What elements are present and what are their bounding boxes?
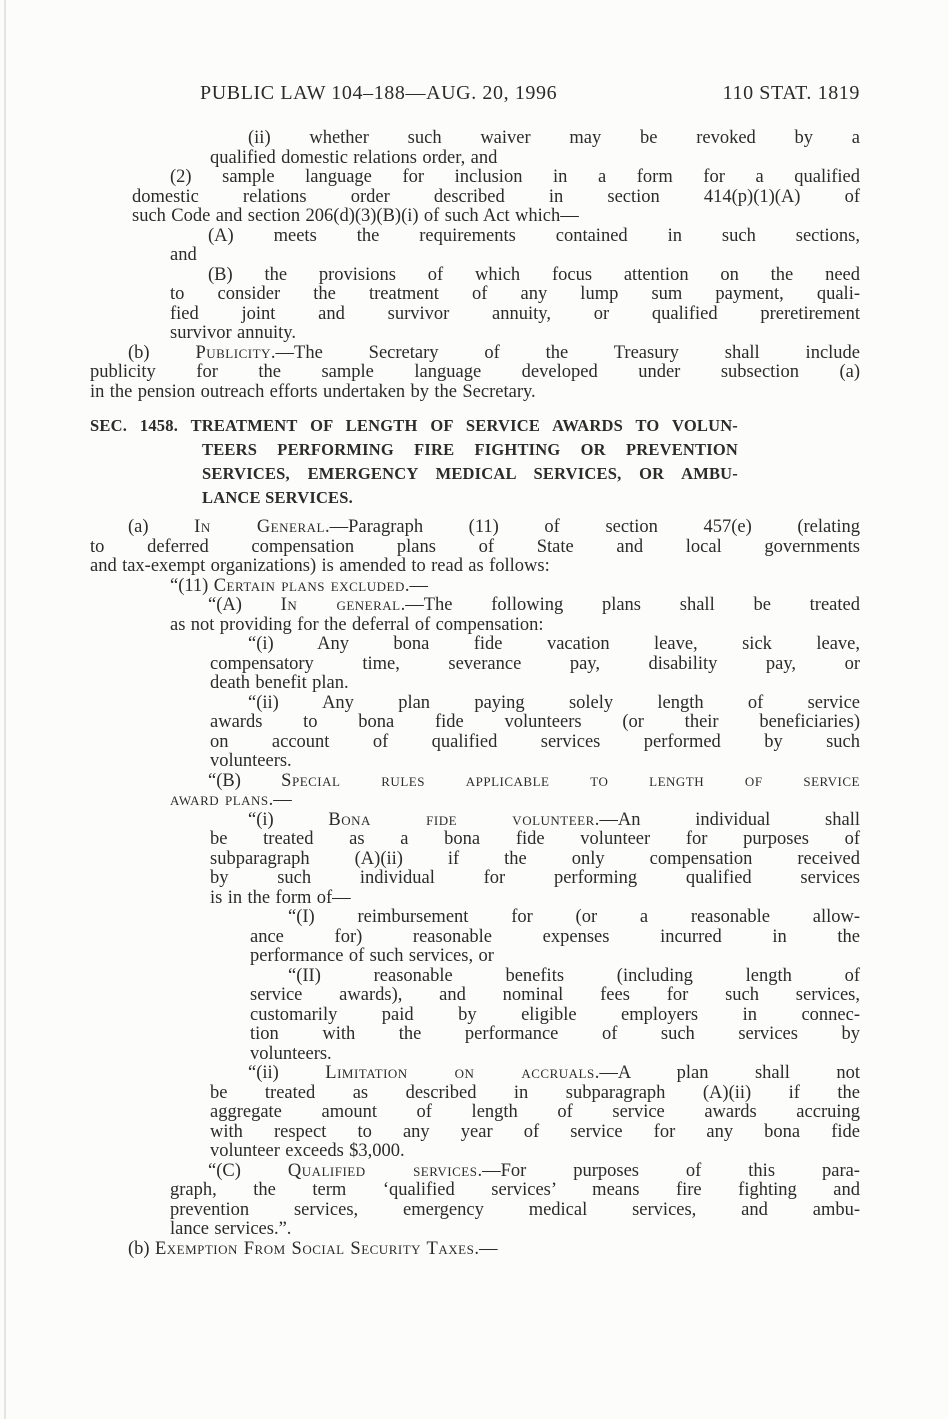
text-run: .—Paragraph (11) of section 457(e) (relating [324,517,861,537]
paragraph [90,518,860,577]
text-run: volunteers. [210,751,292,771]
paragraph [210,694,860,772]
text-run: “(i) Any bona fide vacation leave, sick leave, [248,634,860,654]
text-run: to consider the treatment of any lump sum payment, quali- [170,284,860,304]
small-caps-text: Bona fide volunteer [328,809,595,830]
text-line [250,928,860,948]
paragraph [170,772,860,811]
paragraph [132,577,860,597]
text-line [210,655,860,675]
text-run: “(C) [208,1160,288,1181]
small-caps-text: In general [280,595,401,615]
text-run: publicity for the sample language developed under subsection (a) [90,362,860,382]
paragraph [210,129,860,168]
text-line [170,305,860,325]
section-heading-line: TEERS PERFORMING FIRE FIGHTING OR PREVENTION [202,440,738,459]
text-line [250,967,860,987]
text-line [170,285,860,305]
text-run: fied joint and survivor annuity, or qualified preretirement [170,303,860,324]
text-run: and tax-exempt organizations) is amended to read as follows: [90,556,550,576]
small-caps-text: Qualified services [287,1160,478,1181]
text-line [90,557,860,577]
text-line [210,149,860,169]
paragraph [170,266,860,344]
text-line [210,1142,860,1162]
text-run: “(II) reasonable benefits (including length of [288,965,860,986]
text-run: (b) [128,342,196,363]
text-line [170,791,860,811]
text-run: “(I) reimbursement for (or a reasonable allow- [288,907,860,927]
text-line [210,830,860,850]
text-line [250,1025,860,1045]
text-run: .— [474,1238,498,1259]
paragraph [250,908,860,967]
small-caps-text: In General [194,517,325,537]
text-run: qualified domestic relations order, and [210,147,498,168]
paragraph [170,1162,860,1240]
text-line [210,1123,860,1143]
text-run: with respect to any year of service for any bona fide [210,1121,860,1142]
section-heading-line: SEC. 1458. TREATMENT OF LENGTH OF SERVICE AWARDS TO VOLUN- [90,416,738,435]
text-run: “(B) [208,770,282,791]
text-line [210,850,860,870]
text-line [250,1045,860,1065]
text-line [90,363,860,383]
text-run: on account of qualified services performed by such [210,731,860,752]
text-line [210,1064,860,1084]
paragraph [210,1064,860,1162]
paragraph [132,168,860,227]
text-run: domestic relations order described in section 414(p)(1)(A) of [132,186,860,207]
text-line [250,947,860,967]
text-run: .— [268,790,292,810]
text-line [210,752,860,772]
paragraph [90,1240,860,1260]
intro-paragraphs [90,129,860,402]
text-line [210,889,860,909]
text-run: in the pension outreach efforts undertaken by the Secretary. [90,381,536,402]
small-caps-text: Publicity [195,342,271,363]
small-caps-text: award plans [170,790,269,810]
text-run: volunteer exceeds $3,000. [210,1141,405,1161]
section-heading-line: LANCE SERVICES. [202,488,353,507]
text-line [170,246,860,266]
text-line [210,129,860,149]
text-line [90,383,860,403]
text-line [250,1006,860,1026]
text-run: .—The Secretary of the Treasury shall include [270,342,861,363]
text-run: death benefit plan. [210,673,349,693]
text-line [210,635,860,655]
text-line [250,986,860,1006]
text-run: (a) [128,517,195,537]
text-run: “(ii) [248,1063,326,1083]
text-line [250,908,860,928]
paragraph [210,635,860,694]
small-caps-text: Exemption From Social Security Taxes [154,1238,475,1259]
text-run: customarily paid by eligible employers in connec- [250,1004,860,1025]
text-line [170,1201,860,1221]
text-line [132,188,860,208]
text-line [170,1181,860,1201]
scan-edge-artifact [4,0,6,1419]
text-run: compensatory time, severance pay, disability pay, or [210,653,860,674]
text-line [170,227,860,247]
amendment-paragraphs [90,518,860,1259]
text-line [210,694,860,714]
text-run: volunteers. [250,1043,332,1064]
section-heading [90,414,860,510]
text-run: survivor annuity. [170,323,296,343]
text-run: prevention services, emergency medical services, and ambu- [170,1199,860,1220]
text-run: as not providing for the deferral of compensation: [170,614,544,635]
text-run: service awards), and nominal fees for such services, [250,985,860,1005]
text-run: be treated as described in subparagraph (A)(ii) if the [210,1082,860,1103]
text-run: “(i) [248,809,329,830]
text-run: such Code and section 206(d)(3)(B)(i) of such Act which— [132,206,579,226]
text-run: (B) the provisions of which focus attention on the need [208,264,860,285]
text-line [210,713,860,733]
text-run: (A) meets the requirements contained in such sections, [208,225,860,246]
stat-page-number: 110 STAT. 1819 [722,82,860,104]
text-run: ance for) reasonable expenses incurred in the [250,926,860,947]
text-line [90,344,860,364]
text-run: and [170,245,197,265]
text-run: graph, the term ‘qualified services’ means fire fighting and [170,1180,860,1200]
text-line [132,207,860,227]
text-line [210,811,860,831]
text-run: tion with the performance of such services by [250,1024,860,1044]
page-content [90,0,860,1259]
text-run: .—An individual shall [594,809,860,830]
text-line [132,577,860,597]
text-run: .—A plan shall not [594,1063,860,1083]
text-run: .—The following plans shall be treated [400,595,860,615]
paragraph [170,227,860,266]
text-run: subparagraph (A)(ii) if the only compensation received [210,848,860,869]
small-caps-text: Special rules applicable to length of service [281,770,860,791]
text-run: aggregate amount of length of service awards accruing [210,1102,860,1122]
text-line [90,518,860,538]
text-line [170,616,860,636]
text-run: “(A) [208,595,281,615]
text-run: (b) [128,1238,155,1259]
paragraph [90,344,860,403]
section-heading-line: SERVICES, EMERGENCY MEDICAL SERVICES, OR AMBU- [202,464,738,483]
text-line [210,1103,860,1123]
text-run: “(11) [170,575,214,596]
text-line [210,869,860,889]
text-line [132,168,860,188]
paragraph [210,811,860,909]
text-line [170,324,860,344]
text-line [210,733,860,753]
text-run: be treated as a bona fide volunteer for purposes of [210,829,860,849]
text-run: (ii) whether such waiver may be revoked by a [248,128,860,148]
text-line [90,538,860,558]
text-run: is in the form of— [210,887,351,908]
text-run: lance services.”. [170,1219,292,1239]
text-run: by such individual for performing qualified services [210,868,860,888]
text-run: to deferred compensation plans of State and local governments [90,536,860,557]
text-line [90,1240,860,1260]
text-run: .—For purposes of this para- [477,1160,860,1181]
paragraph [250,967,860,1065]
text-run: awards to bona fide volunteers (or their beneficiaries) [210,712,860,732]
text-line [170,772,860,792]
text-line [170,266,860,286]
small-caps-text: Limitation on accruals [325,1063,595,1083]
paragraph [170,596,860,635]
page-header [90,82,860,105]
text-run: .— [404,575,428,596]
text-run: “(ii) Any plan paying solely length of service [248,692,860,713]
text-line [210,1084,860,1104]
text-run: performance of such services, or [250,946,494,966]
text-line [170,1220,860,1240]
text-line [210,674,860,694]
text-line [170,596,860,616]
text-run: (2) sample language for inclusion in a form for a qualified [170,167,860,187]
small-caps-text: Certain plans excluded [213,575,405,596]
law-title: PUBLIC LAW 104–188—AUG. 20, 1996 [200,82,558,104]
text-line [170,1162,860,1182]
